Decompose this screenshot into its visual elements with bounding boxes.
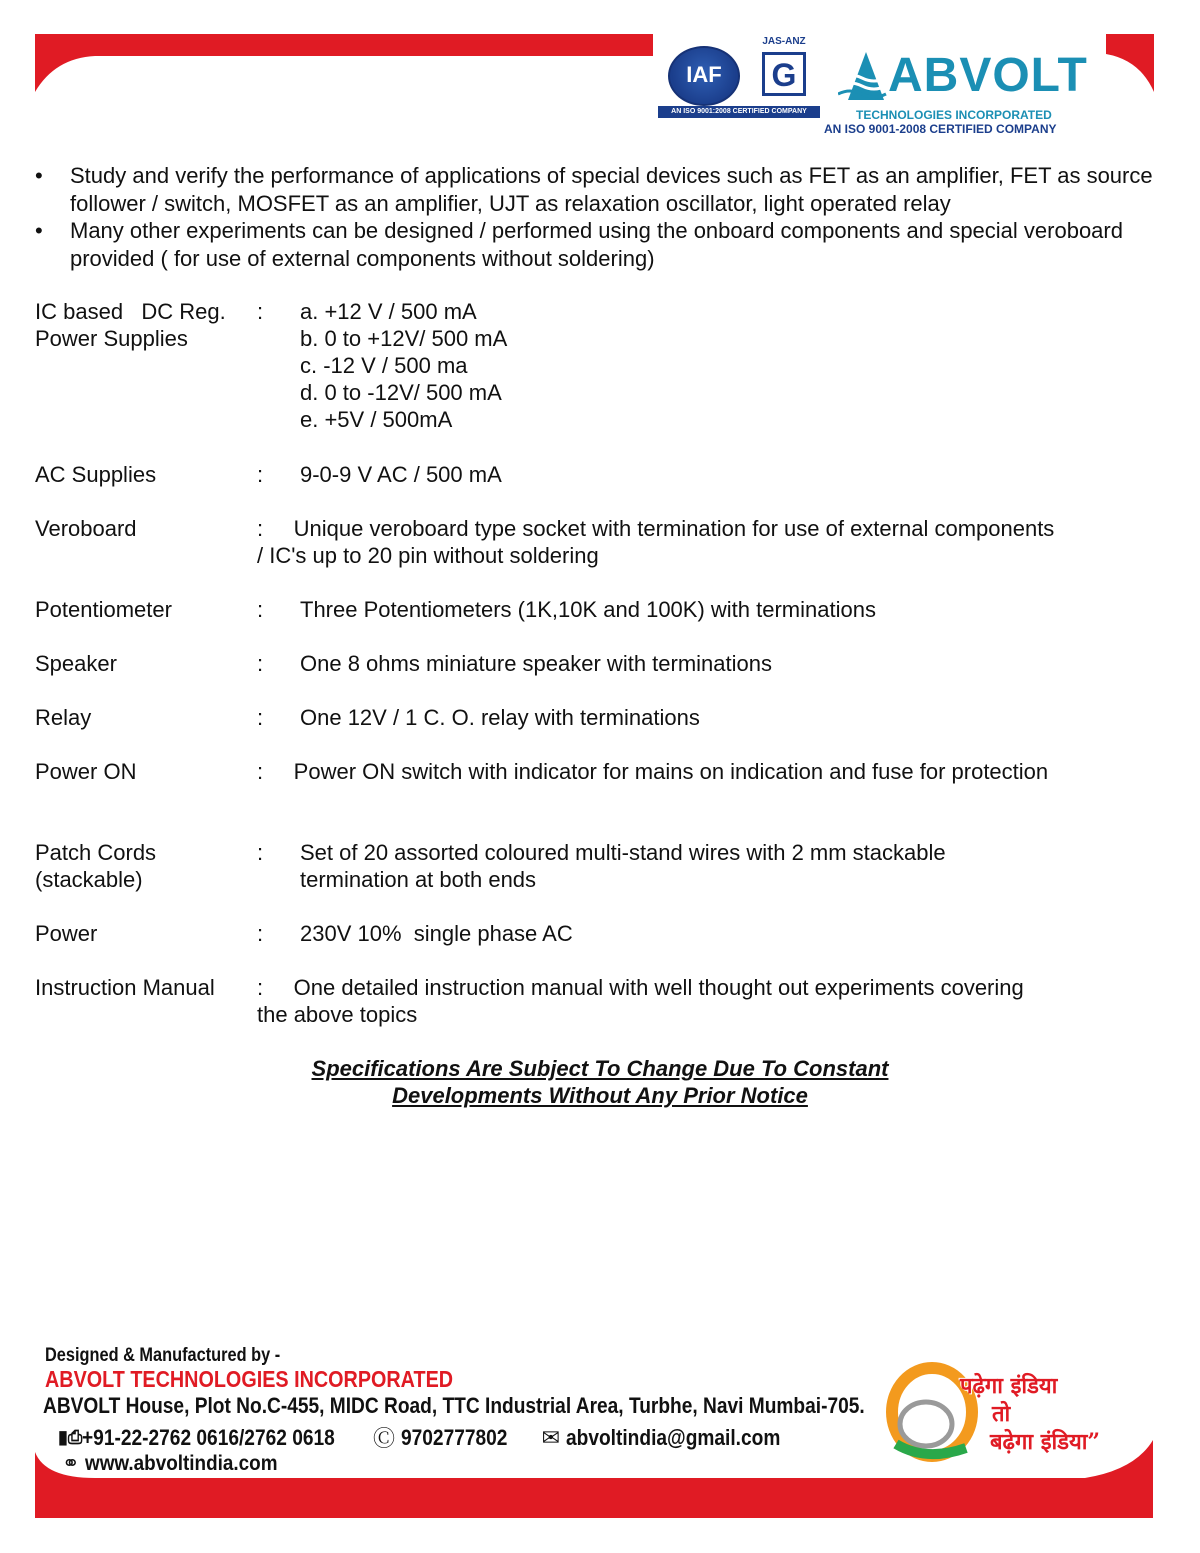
spec-label: AC Supplies	[35, 462, 157, 487]
notice-line: Specifications Are Subject To Change Due To Constant	[311, 1056, 889, 1081]
spec-value-list	[300, 298, 1050, 433]
spec-value: Three Potentiometers (1K,10K and 100K) with terminations	[300, 597, 876, 622]
spec-label-line: (stackable)	[35, 867, 143, 892]
spec-label: Instruction Manual	[35, 975, 215, 1000]
bullet-item: • Study and verify the performance of applications of special devices such as FET as an amplifier, FET as source follower / switch, MOSFET as an amplifier, UJT as relaxation oscillator, light operated relay	[35, 162, 1165, 217]
header-red-band	[35, 34, 653, 96]
header-red-corner	[1106, 34, 1156, 96]
abvolt-wave-icon	[838, 48, 888, 104]
web-icon: ⚭	[62, 1452, 80, 1475]
specification-notice	[200, 1055, 1000, 1109]
footer-phone: +91-22-2762 0616/2762 0618	[82, 1424, 336, 1450]
spec-colon: :	[257, 840, 264, 865]
supply-item: a. +12 V / 500 mA	[300, 299, 477, 324]
footer-email[interactable]: abvoltindia@gmail.com	[566, 1424, 781, 1450]
feature-bullets	[35, 162, 1165, 272]
footer-address: ABVOLT House, Plot No.C-455, MIDC Road, TTC Industrial Area, Turbhe, Navi Mumbai-705.	[43, 1393, 865, 1418]
bullet-item: • Many other experiments can be designed / performed using the onboard components and special veroboard provided ( for use of external components without soldering)	[35, 217, 1165, 272]
footer-designed-by: Designed & Manufactured by -	[45, 1345, 281, 1366]
jas-anz-g-icon: G	[771, 57, 797, 93]
spec-label: Speaker	[35, 651, 117, 676]
spec-label: Relay	[35, 705, 92, 730]
spec-colon: :	[257, 705, 264, 730]
spec-label: Potentiometer	[35, 597, 172, 622]
notice-line: Developments Without Any Prior Notice	[392, 1083, 808, 1108]
jas-anz-label: JAS-ANZ	[762, 36, 806, 47]
spec-power-supplies	[35, 298, 1165, 438]
spec-value: : Power ON switch with indicator for mains on indication and fuse for protection	[257, 759, 1049, 784]
spec-label: Power	[35, 921, 98, 946]
iaf-text: IAF	[686, 62, 722, 87]
supply-item: c. -12 V / 500 ma	[300, 353, 468, 378]
email-icon: ✉	[541, 1424, 561, 1450]
spec-value: 9-0-9 V AC / 500 mA	[300, 462, 502, 487]
brand-subtitle: TECHNOLOGIES INCORPORATED	[856, 108, 1052, 122]
spec-value: One 12V / 1 C. O. relay with terminations	[300, 705, 700, 730]
spec-label-line: Power Supplies	[35, 326, 188, 351]
spec-colon: :	[257, 299, 264, 324]
supply-item: e. +5V / 500mA	[300, 407, 453, 432]
spec-label-line: Patch Cords	[35, 840, 157, 865]
spec-colon: :	[257, 597, 264, 622]
footer-website-row	[62, 1451, 299, 1476]
footer-company: ABVOLT TECHNOLOGIES INCORPORATED	[45, 1366, 454, 1392]
slogan-line: पढ़ेगा इंडिया	[960, 1373, 1058, 1399]
spec-value: : One detailed instruction manual with well thought out experiments covering the above topics	[257, 975, 1030, 1027]
spec-colon: :	[257, 651, 264, 676]
spec-label: Power ON	[35, 759, 137, 784]
iaf-certificate: AN ISO 9001:2008 CERTIFIED COMPANY	[658, 106, 820, 118]
spec-colon: :	[257, 462, 264, 487]
spec-value: : Unique veroboard type socket with termination for use of external components / IC's up to 20 pin without soldering	[257, 516, 1061, 568]
supply-item: b. 0 to +12V/ 500 mA	[300, 326, 508, 351]
brand-name: ABVOLT	[888, 49, 1088, 102]
spec-label-line: IC based DC Reg.	[35, 299, 226, 324]
brand-iso: AN ISO 9001-2008 CERTIFIED COMPANY	[824, 122, 1057, 136]
footer-website[interactable]: www.abvoltindia.com	[85, 1452, 278, 1475]
spec-value: 230V 10% single phase AC	[300, 921, 573, 946]
iaf-emblem	[668, 46, 740, 106]
footer-contact	[58, 1422, 813, 1453]
spec-value-line: Set of 20 assorted coloured multi-stand wires with 2 mm stackable	[300, 840, 946, 865]
spec-value-line: termination at both ends	[300, 867, 537, 892]
slogan-line: बढ़ेगा इंडिया”	[990, 1429, 1101, 1455]
phone-fax-icon: ▮⎙	[58, 1427, 83, 1447]
mobile-icon: Ⓒ	[372, 1426, 395, 1451]
spec-colon: :	[257, 921, 264, 946]
spec-label	[35, 298, 255, 352]
spec-label: Veroboard	[35, 516, 137, 541]
jas-anz-logo	[762, 52, 806, 96]
slogan-line: तो	[992, 1401, 1011, 1427]
footer-mobile: 9702777802	[401, 1424, 508, 1450]
slogan	[940, 1370, 1160, 1465]
spec-value: One 8 ohms miniature speaker with terminations	[300, 651, 772, 676]
supply-item: d. 0 to -12V/ 500 mA	[300, 380, 502, 405]
spec-label	[35, 839, 255, 893]
spec-value	[300, 839, 1050, 893]
